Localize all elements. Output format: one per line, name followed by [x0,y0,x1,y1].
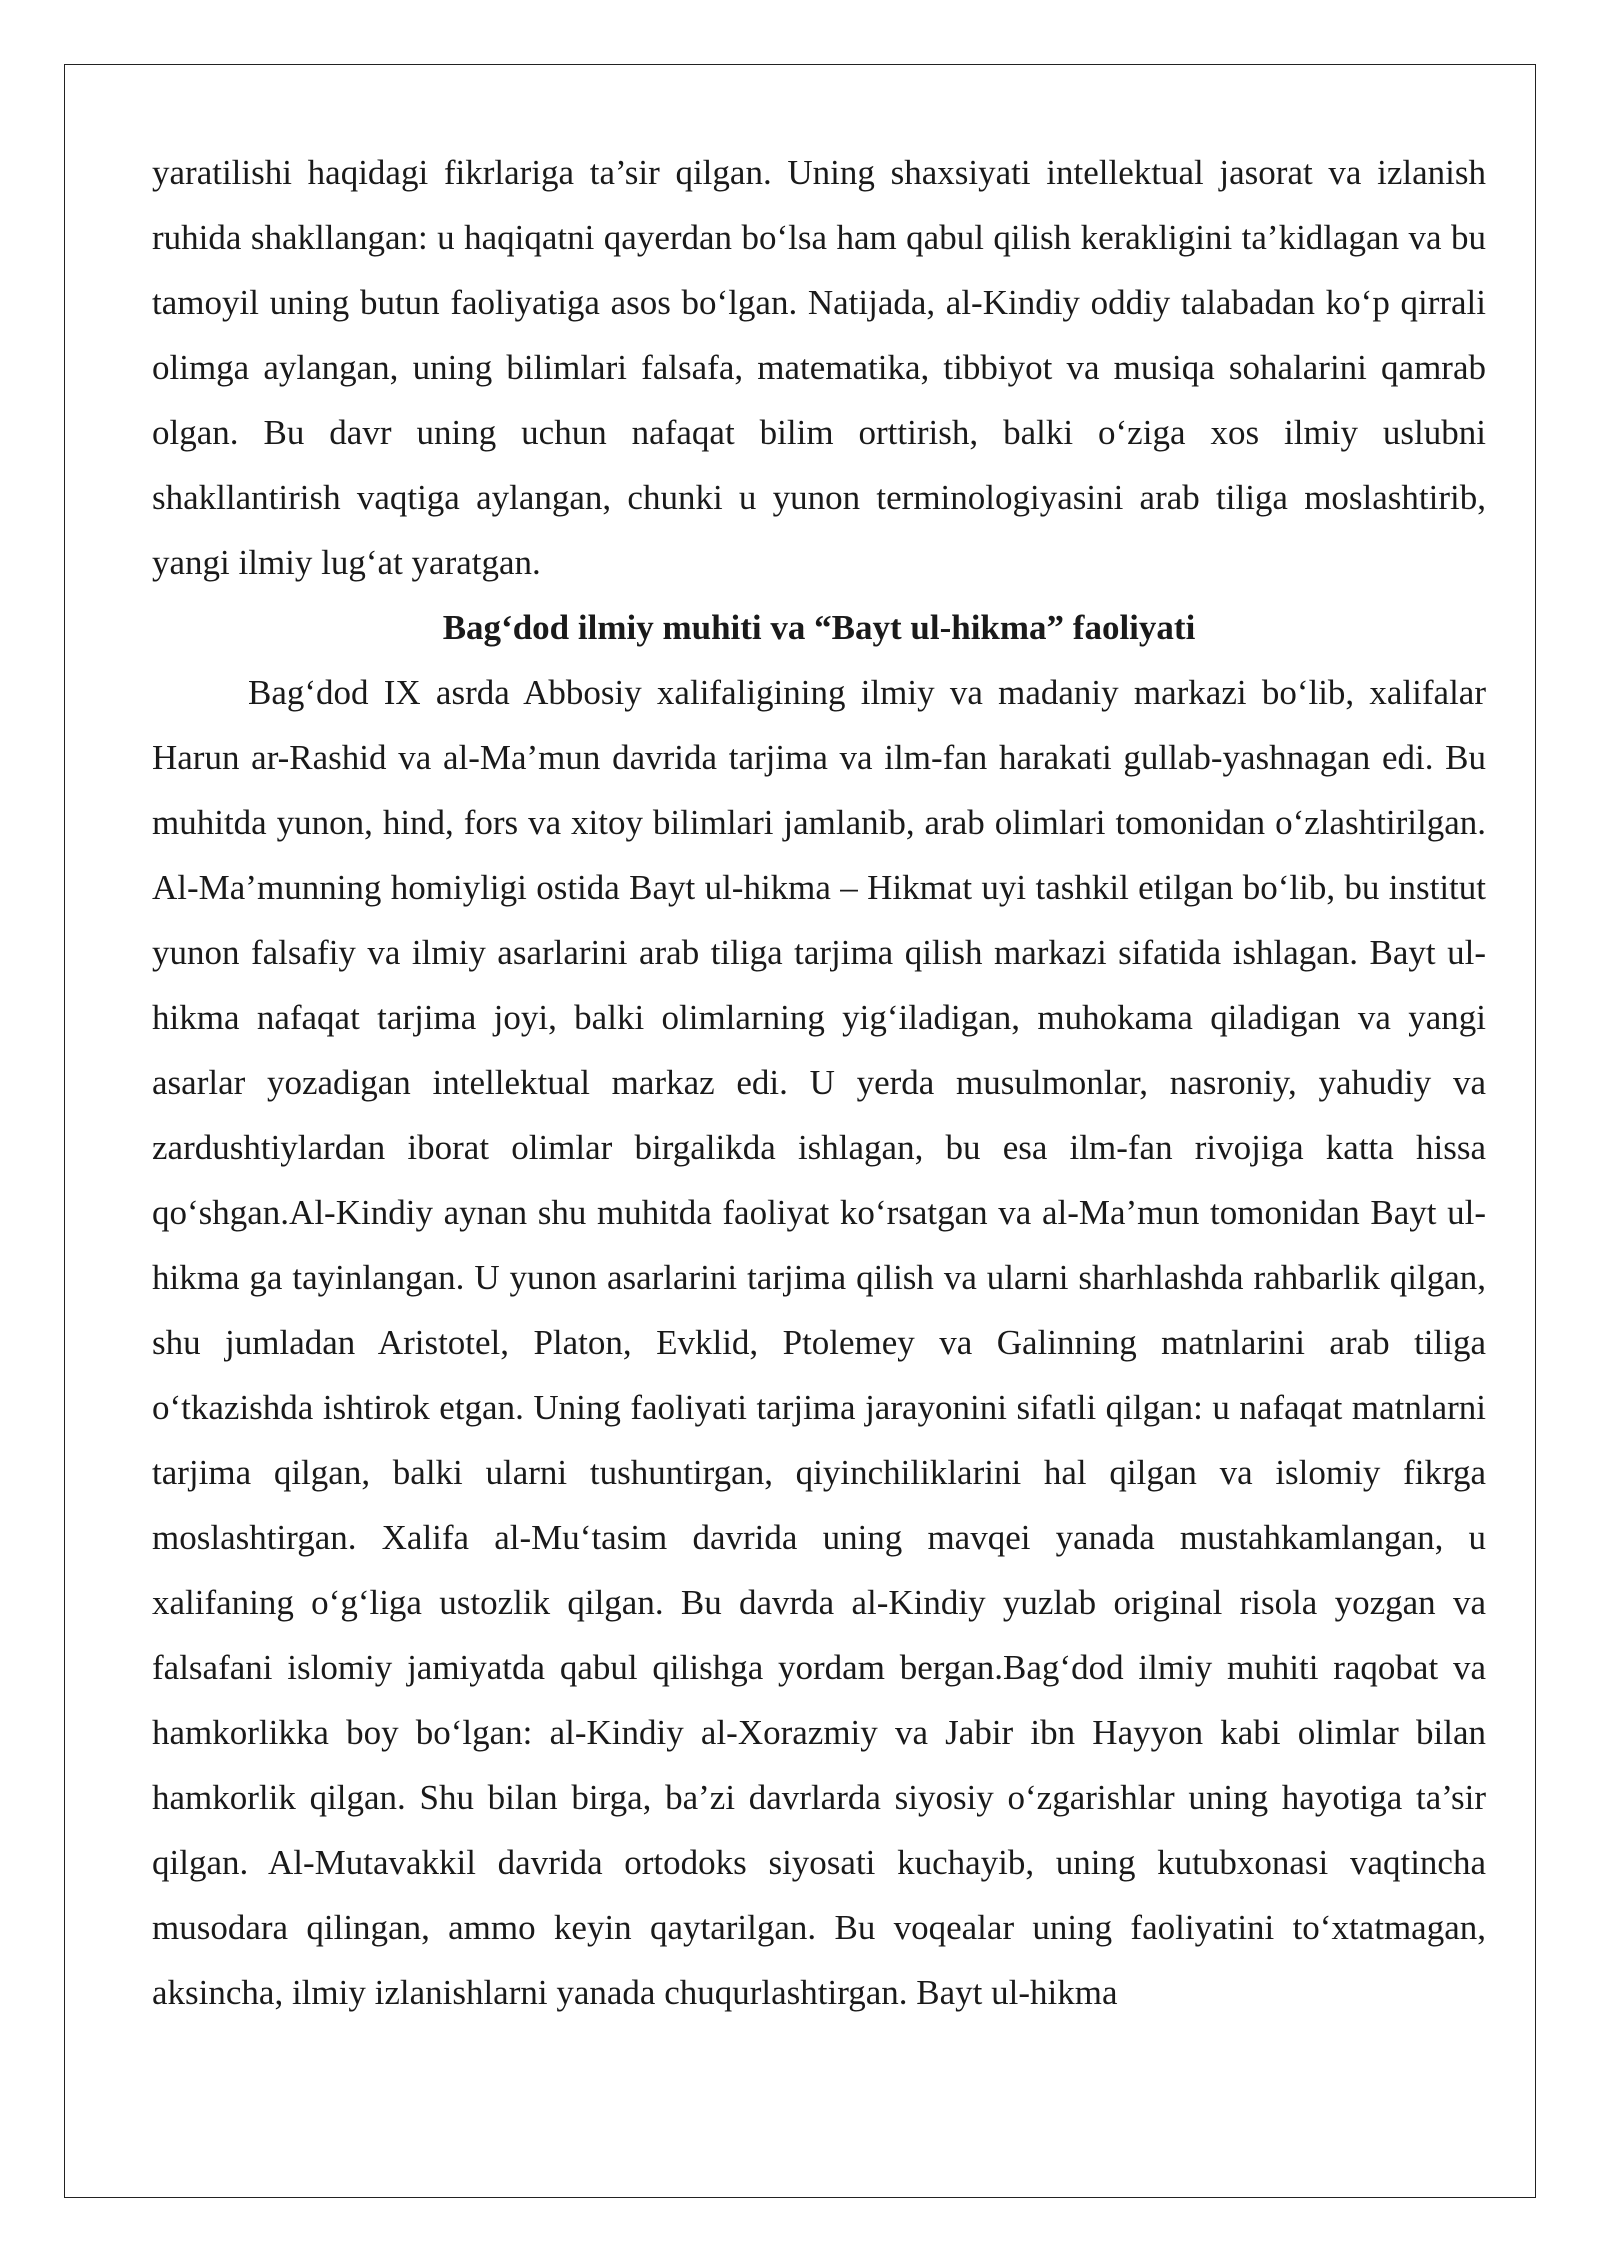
section-heading: Bagʻdod ilmiy muhiti va “Bayt ul-hikma” faoliyati [442,608,1196,647]
document-body [152,140,1486,2025]
paragraph-continuation: yaratilishi haqidagi fikrlariga ta’sir qilgan. Uning shaxsiyati intellektual jasorat va izlanish ruhida shakllangan: u haqiqatni qayerdan boʻlsa ham qabul qilish kerakligini ta’kidlagan va bu tamoyil uning butun faoliyatiga asos boʻlgan. Natijada, al-Kindiy oddiy talabadan koʻp qirrali olimga aylangan, uning bilimlari falsafa, matematika, tibbiyot va musiqa sohalarini qamrab olgan. Bu davr uning uchun nafaqat bilim orttirish, balki oʻziga xos ilmiy uslubni shakllantirish vaqtiga aylangan, chunki u yunon terminologiyasini arab tiliga moslashtirib, yangi ilmiy lugʻat yaratgan. [152,153,1486,582]
paragraph-main: Bagʻdod IX asrda Abbosiy xalifaligining ilmiy va madaniy markazi boʻlib, xalifalar Harun ar-Rashid va al-Ma’mun davrida tarjima va ilm-fan harakati gullab-yashnagan edi. Bu muhitda yunon, hind, fors va xitoy bilimlari jamlanib, arab olimlari tomonidan oʻzlashtirilgan. Al-Ma’munning homiyligi ostida Bayt ul-hikma – Hikmat uyi tashkil etilgan boʻlib, bu institut yunon falsafiy va ilmiy asarlarini arab tiliga tarjima qilish markazi sifatida ishlagan. Bayt ul-hikma nafaqat tarjima joyi, balki olimlarning yigʻiladigan, muhokama qiladigan va yangi asarlar yozadigan intellektual markaz edi. U yerda musulmonlar, nasroniy, yahudiy va zardushtiylardan iborat olimlar birgalikda ishlagan, bu esa ilm-fan rivojiga katta hissa qoʻshgan.Al-Kindiy aynan shu muhitda faoliyat koʻrsatgan va al-Ma’mun tomonidan Bayt ul-hikma ga tayinlangan. U yunon asarlarini tarjima qilish va ularni sharhlashda rahbarlik qilgan, shu jumladan Aristotel, Platon, Evklid, Ptolemey va Galinning matnlarini arab tiliga oʻtkazishda ishtirok etgan. Uning faoliyati tarjima jarayonini sifatli qilgan: u nafaqat matnlarni tarjima qilgan, balki ularni tushuntirgan, qiyinchiliklarini hal qilgan va islomiy fikrga moslashtirgan. Xalifa al-Muʻtasim davrida uning mavqei yanada mustahkamlangan, u xalifaning oʻgʻliga ustozlik qilgan. Bu davrda al-Kindiy yuzlab original risola yozgan va falsafani islomiy jamiyatda qabul qilishga yordam bergan.Bagʻdod ilmiy muhiti raqobat va hamkorlikka boy boʻlgan: al-Kindiy al-Xorazmiy va Jabir ibn Hayyon kabi olimlar bilan hamkorlik qilgan. Shu bilan birga, ba’zi davrlarda siyosiy oʻzgarishlar uning hayotiga ta’sir qilgan. Al-Mutavakkil davrida ortodoks siyosati kuchayib, uning kutubxonasi vaqtincha musodara qilingan, ammo keyin qaytarilgan. Bu voqealar uning faoliyatini toʻxtatmagan, aksincha, ilmiy izlanishlarni yanada chuqurlashtirgan. Bayt ul-hikma [152,673,1486,2012]
